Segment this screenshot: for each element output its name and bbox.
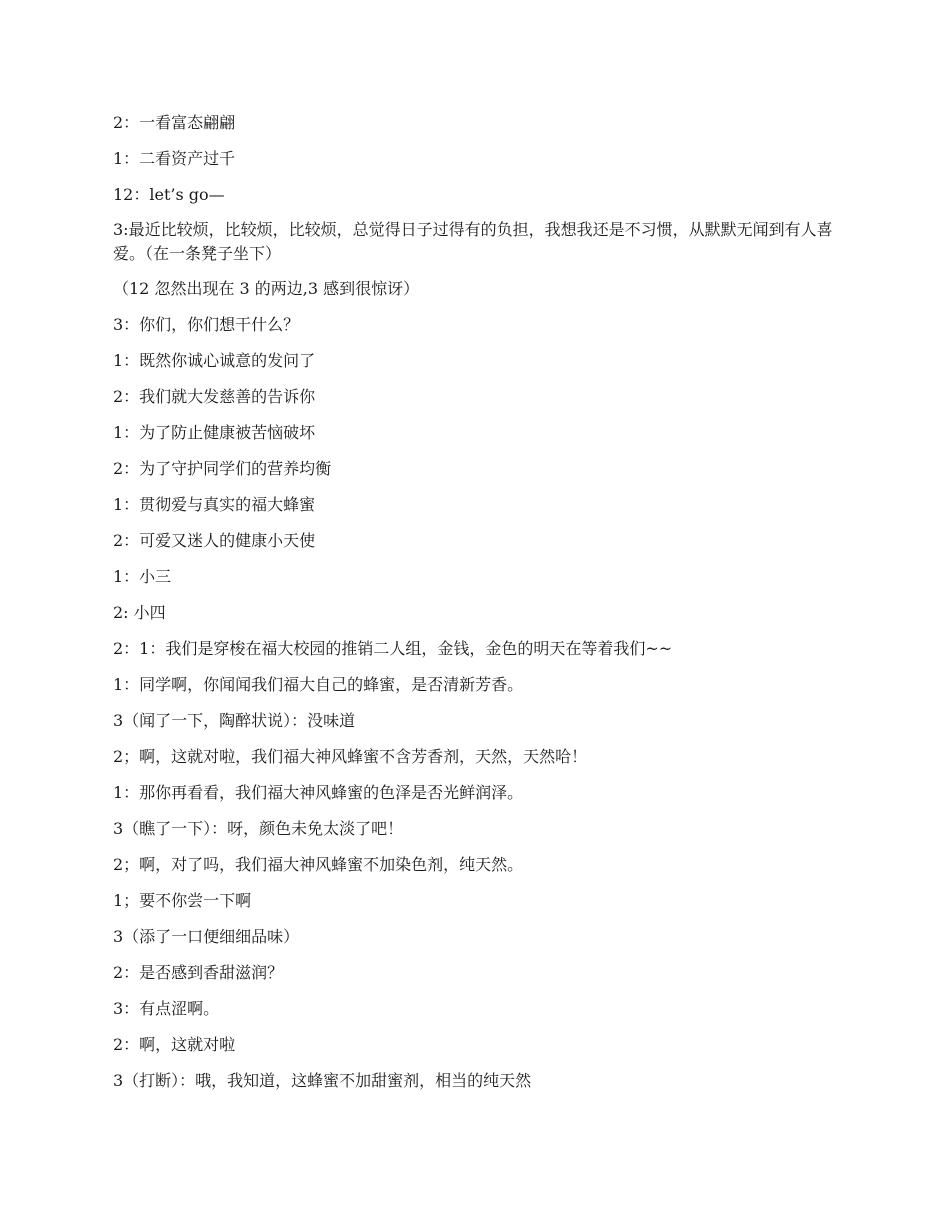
dialogue-line: 2：为了守护同学们的营养均衡: [113, 459, 332, 478]
dialogue-line: 1：同学啊，你闻闻我们福大自己的蜂蜜，是否清新芳香。: [113, 675, 524, 694]
stage-direction: （12 忽然出现在 3 的两边,3 感到很惊讶）: [113, 279, 420, 298]
dialogue-line: 2：是否感到香甜滋润？: [113, 963, 284, 982]
dialogue-line: 2: 小四: [113, 603, 166, 622]
dialogue-line: 1：那你再看看，我们福大神风蜂蜜的色泽是否光鲜润泽。: [113, 783, 524, 802]
script-body: [113, 110, 843, 1104]
dialogue-line: 2：可爱又迷人的健康小天使: [113, 531, 316, 550]
dialogue-line: 3：有点涩啊。: [113, 999, 220, 1018]
dialogue-line: 3（瞧了一下）：呀，颜色未免太淡了吧！: [113, 819, 404, 838]
dialogue-line: 3:最近比较烦，比较烦，比较烦，总觉得日子过得有的负担，我想我还是不习惯，从默默无闻到有人喜爱。（在一条凳子坐下）: [113, 220, 833, 263]
dialogue-line: 2：啊，这就对啦: [113, 1035, 236, 1054]
dialogue-line: 1：为了防止健康被苦恼破坏: [113, 423, 316, 442]
dialogue-line: 3：你们，你们想干什么？: [113, 315, 300, 334]
dialogue-line: 2：我们就大发慈善的告诉你: [113, 387, 316, 406]
dialogue-line: 2：一看富态翩翩: [113, 113, 236, 132]
dialogue-line: 1：小三: [113, 567, 172, 586]
dialogue-line: 2：1：我们是穿梭在福大校园的推销二人组，金钱，金色的明天在等着我们~~: [113, 639, 673, 658]
dialogue-line: 3（闻了一下，陶醉状说）：没味道: [113, 711, 356, 730]
dialogue-line: 3（打断）：哦，我知道，这蜂蜜不加甜蜜剂，相当的纯天然: [113, 1071, 532, 1090]
dialogue-line: 1：贯彻爱与真实的福大蜂蜜: [113, 495, 316, 514]
dialogue-line: 3（添了一口便细细品味）: [113, 927, 300, 946]
dialogue-line: 1：既然你诚心诚意的发问了: [113, 351, 316, 370]
dialogue-line: 12：let’s go—: [113, 185, 225, 204]
dialogue-line: 2；啊，对了吗，我们福大神风蜂蜜不加染色剂，纯天然。: [113, 855, 524, 874]
dialogue-line: 1：二看资产过千: [113, 149, 236, 168]
dialogue-line: 1；要不你尝一下啊: [113, 891, 252, 910]
dialogue-line: 2；啊，这就对啦，我们福大神风蜂蜜不含芳香剂，天然，天然哈！: [113, 747, 588, 766]
